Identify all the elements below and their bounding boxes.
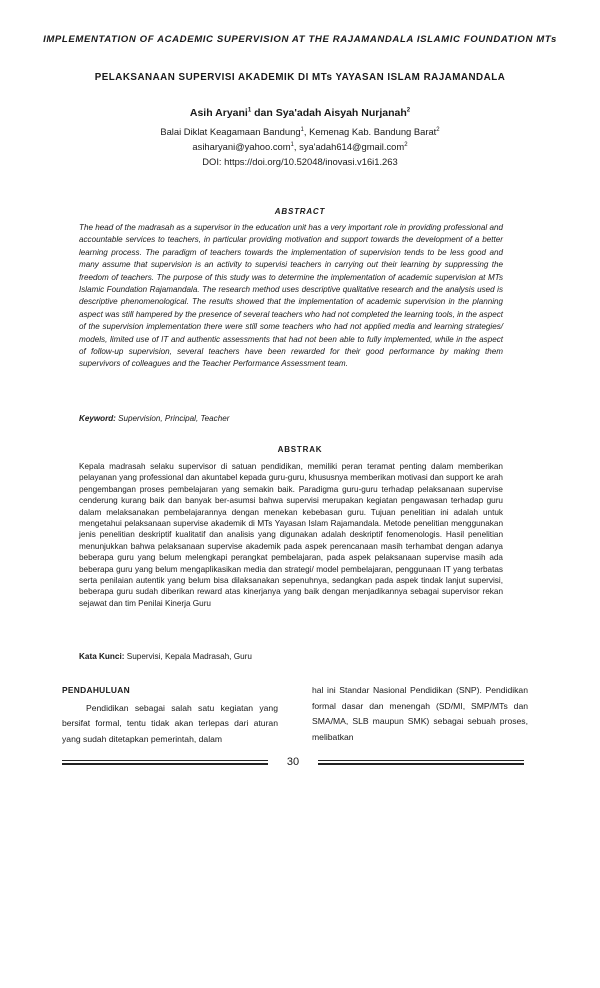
keyword-label: Keyword: (79, 414, 116, 423)
keywords-english (79, 414, 503, 423)
email-sep: , (293, 141, 300, 152)
doi-link[interactable]: DOI: https://doi.org/10.52048/inovasi.v16i1.263 (202, 156, 398, 167)
footer-rule-right (318, 760, 524, 765)
abstract-heading: ABSTRACT (274, 207, 326, 216)
email-1-sup: 1 (290, 141, 294, 148)
kata-kunci-values: Supervisi, Kepala Madrasah, Guru (126, 652, 252, 661)
title-indonesian: PELAKSANAAN SUPERVISI AKADEMIK DI MTs YAYASAN ISLAM RAJAMANDALA (94, 72, 506, 83)
email-line (60, 141, 540, 152)
email-2-sup: 2 (404, 141, 408, 148)
email-2[interactable]: sya'adah614@gmail.com (299, 141, 405, 152)
affiliation-sep: , (303, 126, 310, 137)
abstrak-heading: ABSTRAK (277, 445, 323, 454)
title-english: IMPLEMENTATION OF ACADEMIC SUPERVISION AT THE RAJAMANDALA ISLAMIC FOUNDATION MTs (43, 34, 557, 45)
section-heading: PENDAHULUAN (62, 685, 130, 695)
author-connector: dan (251, 107, 276, 119)
author-1: Asih Aryani (189, 107, 248, 119)
kata-kunci-label: Kata Kunci: (79, 652, 125, 661)
affiliation-line (60, 126, 540, 137)
body-column-left (62, 683, 278, 747)
author-2-sup: 2 (406, 107, 411, 114)
author-1-sup: 1 (247, 107, 252, 114)
email-1[interactable]: asiharyani@yahoo.com (192, 141, 291, 152)
page-number: 30 (286, 756, 300, 768)
body-paragraph-right: hal ini Standar Nasional Pendidikan (SNP). Pendidikan formal dasar dan menengah (SD/MI, SMP/MTs dan SMA/MA, SLB maupun SMK) sebagai sebuah proses, melibatkan (312, 685, 528, 742)
author-line (60, 107, 540, 119)
affiliation-2: Kemenag Kab. Bandung Barat (309, 126, 437, 137)
body-paragraph-left: Pendidikan sebagai salah satu kegiatan yang bersifat formal, tentu tidak akan terlepas dari aturan yang sudah ditetapkan pemerintah, dalam (62, 702, 278, 744)
affiliation-1: Balai Diklat Keagamaan Bandung (160, 126, 301, 137)
abstract-english-text: The head of the madrasah as a supervisor in the education unit has a very important role in providing professional and accountable services to teachers, in particular providing motivation and support towards the development of a better learning process. The paradigm of teachers towards the implementation of supervision tends to be less good and many assume that supervision is an activity to supervisi teachers in carrying out their learning by suppressing the freedom of teachers. The purpose of this study was to determine the implementation of academic supervision at MTs Islamic Foundation Rajamandala. The research method uses descriptive qualitative research and the analysis used is descriptive phenomenological. The results showed that the implementation of academic supervision in the planning aspect was still hampered by the presence of several teachers who had not completed the learning tools, in the aspect of the supervision implementation there were still some teachers who had not applied media and learning strategies/ models, limited use of IT and authentic assessments that had not been able to fully implemented, while in the aspect of follow-up supervision, several teachers have been rewarded for their good performance by making them supervivors of colleagues and the Teacher Performance Assessment team. (79, 223, 503, 369)
affiliation-2-sup: 2 (436, 126, 440, 133)
body-column-right (312, 683, 528, 745)
keyword-values: Supervision, Principal, Teacher (118, 414, 230, 423)
affiliation-1-sup: 1 (300, 126, 304, 133)
page-footer (62, 756, 524, 770)
keywords-indonesian (79, 652, 503, 661)
author-2: Sya'adah Aisyah Nurjanah (275, 107, 407, 119)
abstract-indonesian-text: Kepala madrasah selaku supervisor di satuan pendidikan, memiliki peran teramat penting dalam memberikan pelayanan yang professional dan akuntabel kepada guru-guru, khususnya memberikan motivasi dan support ke arah pengembangan proses pembelajaran yang semakin baik. Paradigma guru-guru terhadap pelaksanaan supervise cenderung kurang baik dan banyak ber-asumsi bahwa supervisi merupakan kegiatan pengawasan terhadap guru dalam melaksanakan pembelajarannya dengan menekan kebebasan guru. Tujuan penelitian ini adalah untuk mengetahui pelaksanaan supervise akademik di MTs Yayasan Islam Rajamandala. Metode penelitian menggunakan jenis penelitian deskriptif kualitatif dan analisis yang digunakan adalah deskriptif fenomenologis. Hasil penelitian menunjukkan bahwa pelaksanaan supervise akademik pada aspek perencanaan masih terhambat dengan adanya beberapa guru yang belum melengkapi perangkat pembelajaran, pada aspek pelaksanaan supervise masih ada beberapa guru yang belum mengaplikasikan media dan strategi/ model pembelajaran, penggunaan IT yang terbatas serta penilaian autentik yang belum bisa dilaksanakan sepenuhnya, sedangkan pada aspek tindak lanjut supervisi, beberapa guru sudah diberikan reward atas kinerjanya yang baik dengan menjadikannya sebagai supervisor rekan sejawat dan tim Penilai Kinerja Guru (79, 462, 503, 608)
